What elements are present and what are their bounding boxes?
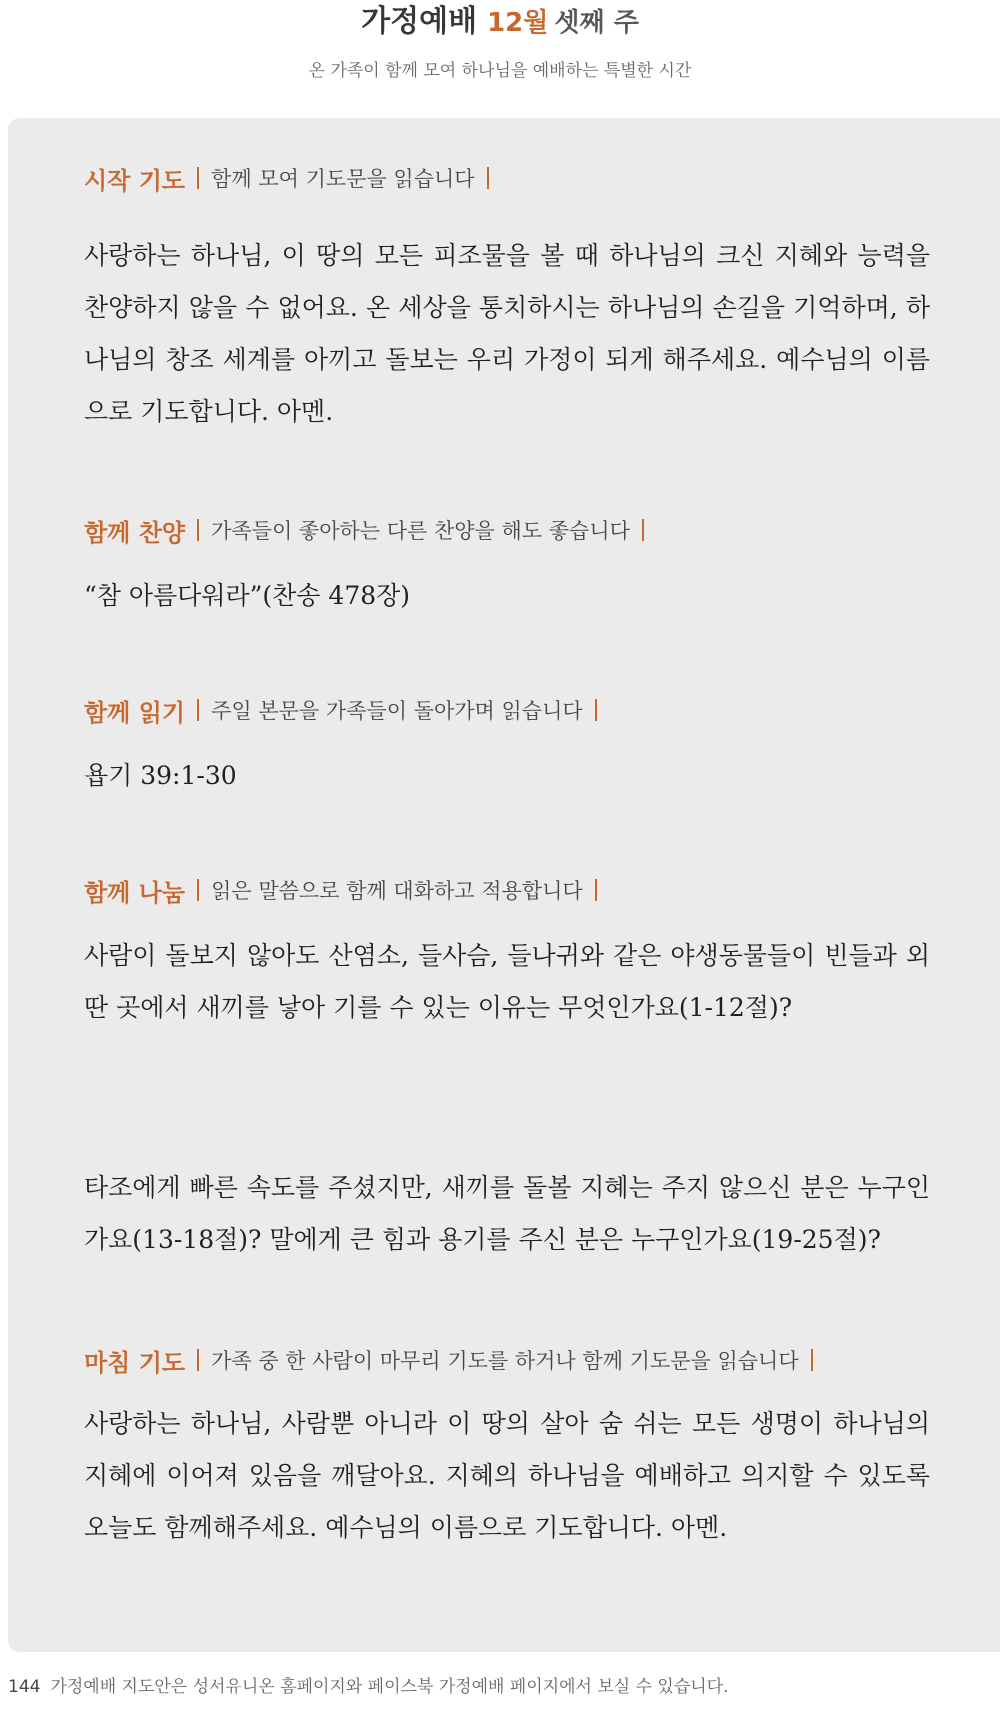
divider-bar <box>197 1349 199 1371</box>
scripture-reference: 욥기 39:1-30 <box>84 761 237 790</box>
section-title: 함께 나눔 <box>84 878 186 907</box>
section-title: 마침 기도 <box>84 1348 186 1377</box>
section-opening-prayer-head <box>84 158 501 198</box>
section-sharing-head <box>84 870 609 910</box>
section-desc: 읽은 말씀으로 함께 대화하고 적용합니다 <box>211 879 583 903</box>
divider-bar <box>642 519 644 541</box>
page-subtitle: 온 가족이 함께 모여 하나님을 예배하는 특별한 시간 <box>308 61 692 81</box>
section-desc: 함께 모여 기도문을 읽습니다 <box>211 167 475 191</box>
sharing-question-1: 사람이 돌보지 않아도 산염소, 들사슴, 들나귀와 같은 야생동물들이 빈들과 외딴 곳에서 새끼를 낳아 기를 수 있는 이유는 무엇인가요(1-12절)? <box>84 941 930 1022</box>
divider-bar <box>487 167 489 189</box>
divider-bar <box>811 1349 813 1371</box>
praise-song-text: “참 아름다워라”(찬송 478장) <box>84 581 411 610</box>
divider-bar <box>595 699 597 721</box>
section-title: 시작 기도 <box>84 166 186 195</box>
footer-note: 가정예배 지도안은 성서유니온 홈페이지와 페이스북 가정예배 페이지에서 보실 수 있습니다. <box>50 1677 729 1697</box>
divider-bar <box>197 879 199 901</box>
divider-bar <box>197 519 199 541</box>
month-label: 12월 <box>487 8 549 38</box>
divider-bar <box>197 167 199 189</box>
opening-prayer-text: 사랑하는 하나님, 이 땅의 모든 피조물을 볼 때 하나님의 크신 지혜와 능력을 찬양하지 않을 수 없어요. 온 세상을 통치하시는 하나님의 손길을 기억하며, 하나님의 창조 세계를 아끼고 돌보는 우리 가정이 되게 해주세요. 예수님의 이름으로 기도합니다. 아멘. <box>84 241 930 426</box>
title-text: 가정예배 <box>361 4 478 39</box>
divider-bar <box>595 879 597 901</box>
section-desc: 가족들이 좋아하는 다른 찬양을 해도 좋습니다 <box>211 519 630 543</box>
section-title: 함께 읽기 <box>84 698 186 727</box>
sharing-question-2: 타조에게 빠른 속도를 주셨지만, 새끼를 돌볼 지혜는 주지 않으신 분은 누구인가요(13-18절)? 말에게 큰 힘과 용기를 주신 분은 누구인가요(19-25절)? <box>84 1173 930 1254</box>
closing-prayer-text: 사랑하는 하나님, 사람뿐 아니라 이 땅의 살아 숨 쉬는 모든 생명이 하나님의 지혜에 이어져 있음을 깨달아요. 지혜의 하나님을 예배하고 의지할 수 있도록 오늘도 함께해주세요. 예수님의 이름으로 기도합니다. 아멘. <box>84 1409 930 1542</box>
section-praise-head <box>84 510 656 550</box>
section-title: 함께 찬양 <box>84 518 186 547</box>
section-reading-head <box>84 690 609 730</box>
page-footer <box>8 1674 998 1700</box>
section-desc: 주일 본문을 가족들이 돌아가며 읽습니다 <box>211 699 583 723</box>
section-closing-prayer-head <box>84 1340 825 1380</box>
week-label: 셋째 주 <box>554 8 639 38</box>
page-title <box>0 2 1000 43</box>
page-number: 144 <box>8 1677 41 1697</box>
divider-bar <box>197 699 199 721</box>
section-desc: 가족 중 한 사람이 마무리 기도를 하거나 함께 기도문을 읽습니다 <box>211 1349 799 1373</box>
